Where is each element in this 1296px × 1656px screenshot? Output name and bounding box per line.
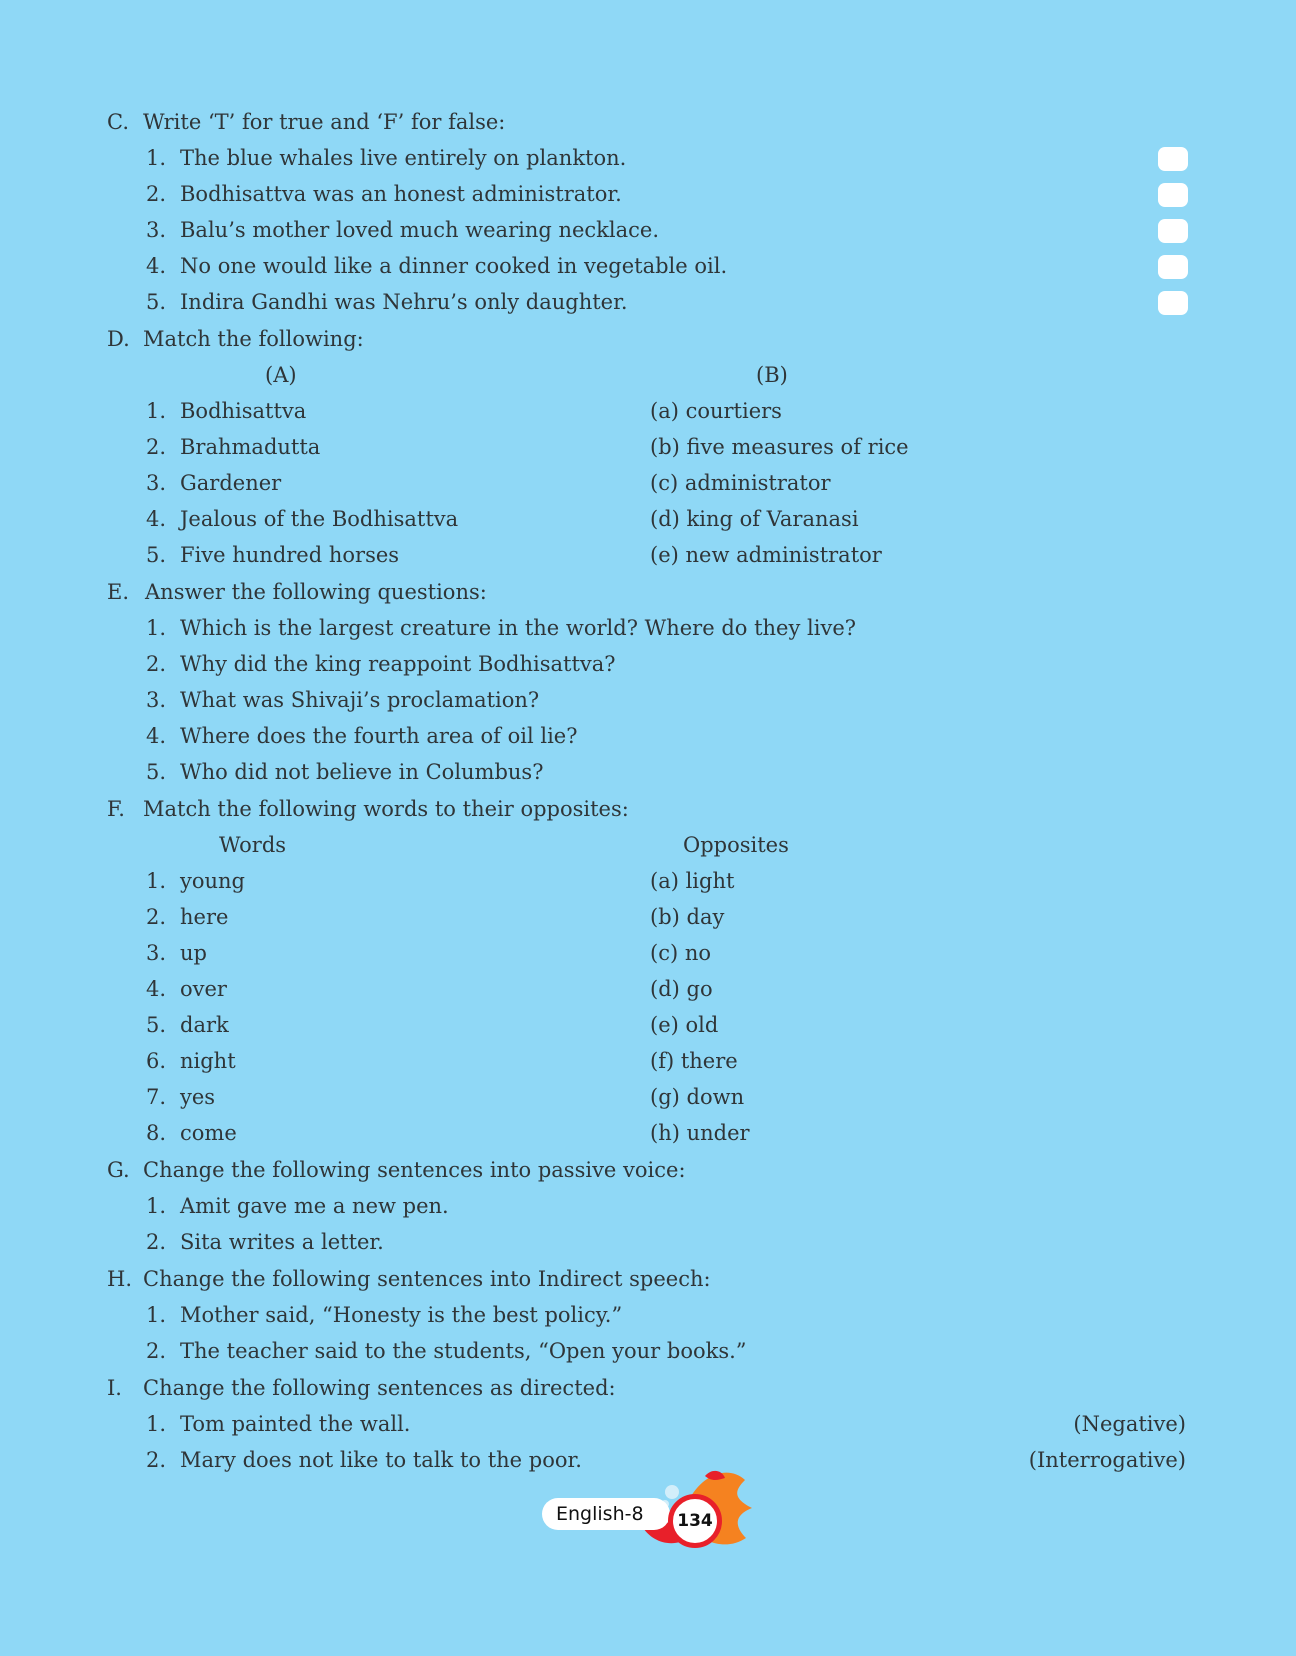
answer-box[interactable] [1158, 255, 1188, 279]
column-a-text: Bodhisattva [180, 399, 307, 423]
word-text: night [180, 1049, 236, 1073]
section-title: Change the following sentences into passive voice: [143, 1158, 686, 1182]
section-title: Answer the following questions: [145, 580, 487, 604]
item-text: No one would like a dinner cooked in vegetable oil. [180, 254, 728, 278]
item-number: 8. [146, 1121, 167, 1145]
section-letter: E. [107, 580, 130, 604]
column-a-text: Five hundred horses [180, 543, 400, 567]
item-number: 2. [146, 1230, 167, 1254]
opposite-text: (c) no [650, 941, 711, 965]
word-text: here [180, 905, 229, 929]
item-number: 3. [146, 218, 167, 242]
item-text: Mother said, “Honesty is the best policy.” [180, 1303, 623, 1327]
item-number: 4. [146, 724, 167, 748]
word-text: yes [180, 1085, 216, 1109]
opposite-text: (b) day [650, 905, 725, 929]
item-number: 3. [146, 941, 167, 965]
column-a-text: Brahmadutta [180, 435, 321, 459]
answer-box[interactable] [1158, 291, 1188, 315]
opposite-text: (a) light [650, 869, 735, 893]
item-number: 5. [146, 760, 167, 784]
item-number: 5. [146, 290, 167, 314]
opposites-header: Opposites [683, 833, 789, 857]
section-title: Change the following sentences into Indirect speech: [143, 1267, 711, 1291]
section-letter: D. [107, 327, 130, 351]
item-number: 1. [146, 1303, 167, 1327]
column-a-header: (A) [265, 363, 297, 387]
section-letter: G. [107, 1158, 130, 1182]
word-text: come [180, 1121, 237, 1145]
item-text: Indira Gandhi was Nehru’s only daughter. [180, 290, 628, 314]
page-number: 134 [668, 1494, 722, 1548]
item-number: 7. [146, 1085, 167, 1109]
item-number: 1. [146, 869, 167, 893]
item-number: 3. [146, 688, 167, 712]
item-text: Mary does not like to talk to the poor. [180, 1448, 582, 1472]
words-header: Words [219, 833, 287, 857]
item-number: 4. [146, 254, 167, 278]
item-text: Amit gave me a new pen. [180, 1194, 449, 1218]
item-number: 2. [146, 905, 167, 929]
item-text: Tom painted the wall. [180, 1412, 411, 1436]
opposite-text: (d) go [650, 977, 713, 1001]
item-text: What was Shivaji’s proclamation? [180, 688, 540, 712]
opposite-text: (f) there [650, 1049, 738, 1073]
item-number: 1. [146, 146, 167, 170]
item-number: 2. [146, 1448, 167, 1472]
column-a-text: Jealous of the Bodhisattva [180, 507, 459, 531]
word-text: young [180, 869, 245, 893]
column-b-text: (c) administrator [650, 471, 831, 495]
answer-box[interactable] [1158, 219, 1188, 243]
item-text: Which is the largest creature in the world? Where do they live? [180, 616, 856, 640]
opposite-text: (g) down [650, 1085, 745, 1109]
item-number: 5. [146, 543, 167, 567]
section-title: Write ‘T’ for true and ‘F’ for false: [143, 110, 506, 134]
direction-label: (Interrogative) [1028, 1448, 1186, 1472]
column-b-text: (d) king of Varanasi [650, 507, 859, 531]
item-text: Sita writes a letter. [180, 1230, 384, 1254]
direction-label: (Negative) [1073, 1412, 1186, 1436]
item-text: Where does the fourth area of oil lie? [180, 724, 578, 748]
opposite-text: (h) under [650, 1121, 750, 1145]
item-number: 3. [146, 471, 167, 495]
item-number: 1. [146, 399, 167, 423]
item-number: 2. [146, 435, 167, 459]
item-number: 4. [146, 507, 167, 531]
answer-box[interactable] [1158, 147, 1188, 171]
item-text: Who did not believe in Columbus? [180, 760, 544, 784]
section-title: Match the following: [143, 327, 364, 351]
section-letter: C. [107, 110, 129, 134]
item-number: 1. [146, 1194, 167, 1218]
column-b-text: (e) new administrator [650, 543, 882, 567]
opposite-text: (e) old [650, 1013, 719, 1037]
word-text: up [180, 941, 207, 965]
word-text: over [180, 977, 227, 1001]
column-b-text: (a) courtiers [650, 399, 782, 423]
word-text: dark [180, 1013, 229, 1037]
book-title: English-8 [542, 1498, 670, 1530]
section-letter: H. [107, 1267, 132, 1291]
column-b-header: (B) [756, 363, 788, 387]
item-number: 1. [146, 616, 167, 640]
column-b-text: (b) five measures of rice [650, 435, 909, 459]
section-title: Match the following words to their opposites: [143, 797, 629, 821]
item-text: The teacher said to the students, “Open your books.” [180, 1339, 747, 1363]
item-number: 4. [146, 977, 167, 1001]
item-text: Bodhisattva was an honest administrator. [180, 182, 622, 206]
section-letter: F. [107, 797, 125, 821]
answer-box[interactable] [1158, 183, 1188, 207]
item-number: 2. [146, 652, 167, 676]
item-text: Why did the king reappoint Bodhisattva? [180, 652, 616, 676]
item-number: 1. [146, 1412, 167, 1436]
column-a-text: Gardener [180, 471, 282, 495]
item-number: 5. [146, 1013, 167, 1037]
item-number: 2. [146, 182, 167, 206]
item-text: The blue whales live entirely on plankton. [180, 146, 627, 170]
page-footer [540, 1468, 760, 1548]
item-number: 2. [146, 1339, 167, 1363]
section-title: Change the following sentences as directed: [143, 1376, 616, 1400]
item-number: 6. [146, 1049, 167, 1073]
item-text: Balu’s mother loved much wearing necklace. [180, 218, 660, 242]
section-letter: I. [107, 1376, 122, 1400]
